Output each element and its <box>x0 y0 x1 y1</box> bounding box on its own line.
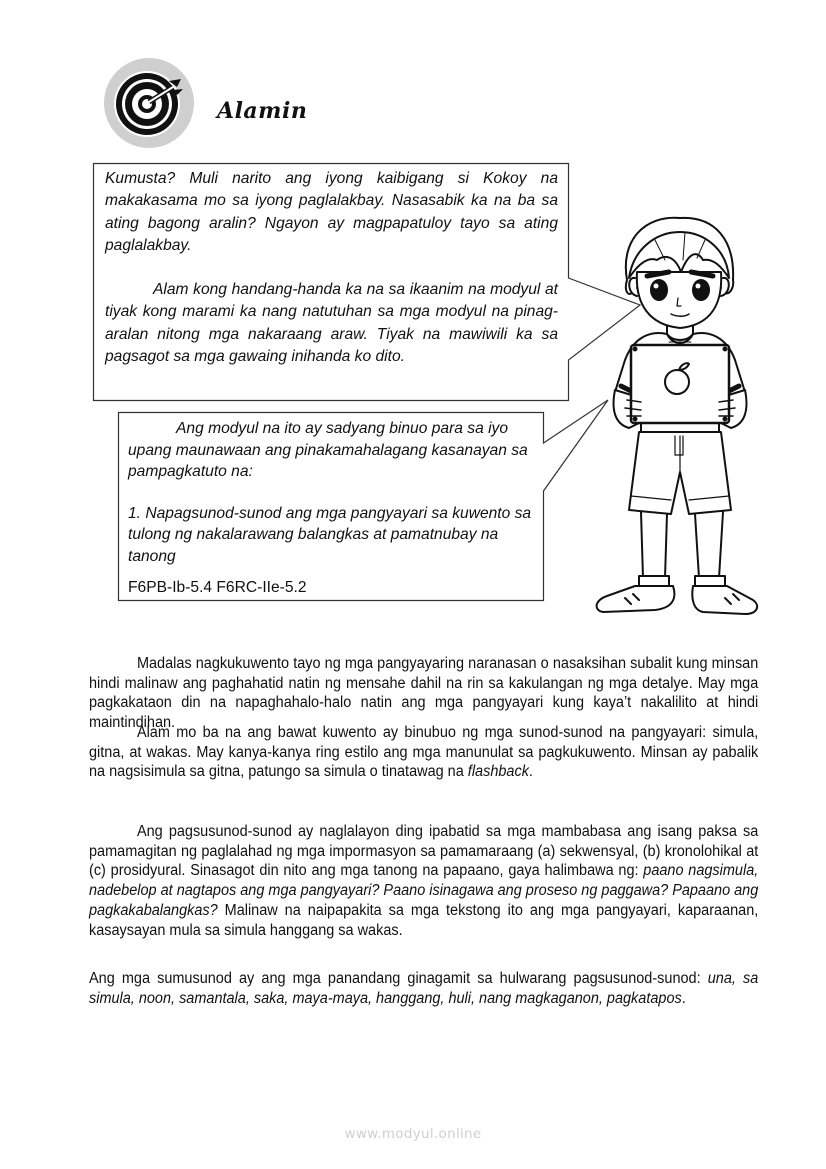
paragraph-end: . <box>528 763 533 781</box>
kokoy-illustration <box>585 210 775 620</box>
competency-item: 1. Napagsunod-sunod ang mga pangyayari sa kuwento sa tulong ng nakalarawang balangkas at pamatnubay na tanong <box>128 504 532 565</box>
section-title: Alamin <box>217 98 308 124</box>
paragraph-text: Ang pagsusunod-sunod ay naglalayon ding ipabatid sa mga mambabasa ang isang paksa sa pamamagitan ng paglalahad ng mga impormasyon sa pamamaraang (a) sekwensyal, (b) kronolohikal at (c) prosidyural. Sinasagot din nito ang mga tanong na papaano, gaya halimbawa ng: <box>89 823 759 880</box>
paragraph-text: Alam mo ba na ang bawat kuwento ay binubuo ng mga sunod-sunod na pangyayari: simula, gitna, at wakas. May kanya-kanya ring estilo ang mga manunulat sa pagkukuwento. Minsan ay pabalik na nagsisimula sa gitna, patungo sa simula o tinatawag na <box>89 724 759 781</box>
emphasis-markers: una, sa simula, noon, samantala, saka, maya-maya, hanggang, huli, nang magkaganon, pagkatapos <box>89 970 759 1007</box>
body-paragraph-4 <box>89 969 758 1008</box>
body-paragraph-1 <box>89 654 758 733</box>
body-paragraph-2 <box>89 723 758 782</box>
paragraph-text: Ang mga sumusunod ay ang mga panandang ginagamit sa hulwarang pagsusunod-sunod: <box>89 970 708 987</box>
emphasis-term: flashback <box>467 763 529 781</box>
paragraph-text: Madalas nagkukuwento tayo ng mga pangyayaring naranasan o nasaksihan subalit kung minsan hindi malinaw ang paghahatid natin ng mensahe dahil na rin sa kakulangan ng mga detalye. May mga pagkakataon din na napaghahalo-halo natin ang mga pangyayari kung kaya’t nakalilito at hindi maintindihan. <box>89 655 759 732</box>
emphasis-questions: paano nagsimula, nadebelop at nagtapos ang mga pangyayari? Paano isinagawa ang proseso ng paggawa? Papaano ang pagkakabalangkas? <box>89 862 759 919</box>
paragraph-end: Malinaw na naipapakita sa mga tekstong ito ang mga pangyayari, kaparaanan, kasaysayan mula sa simula hanggang sa wakas. <box>89 901 759 939</box>
speech-bubble-greeting <box>105 168 558 368</box>
objectives-intro: Ang modyul na ito ay sadyang binuo para sa iyo upang maunawaan ang pinakamahalagang kasanayan sa pampagkatuto na: <box>128 420 528 480</box>
greeting-paragraph: Kumusta? Muli narito ang iyong kaibigang si Kokoy na makakasama mo sa iyong paglalakbay. Nasasabik ka na ba sa ating bagong aralin? Ngayon ay magpapatuloy tayo sa ating paglalakbay. <box>105 170 558 254</box>
module-intro-paragraph: Alam kong handang-handa ka na sa ikaanim na modyul at tiyak kong marami ka nang natutuhan sa mga modyul na pinag-aralan nitong mga nakaraang araw. Tiyak na mawiwili ka sa pagsagot sa mga gawaing inihanda ko dito. <box>105 281 558 366</box>
paragraph-text-wrap <box>89 723 758 782</box>
watermark: www.modyul.online <box>344 1126 482 1142</box>
competency-codes: F6PB-Ib-5.4 F6RC-IIe-5.2 <box>128 579 307 596</box>
paragraph-text-wrap <box>89 822 758 940</box>
target-arrow-icon <box>103 57 195 149</box>
speech-bubble-objectives <box>128 418 533 599</box>
paragraph-end: . <box>681 989 686 1007</box>
body-paragraph-3 <box>89 822 758 940</box>
